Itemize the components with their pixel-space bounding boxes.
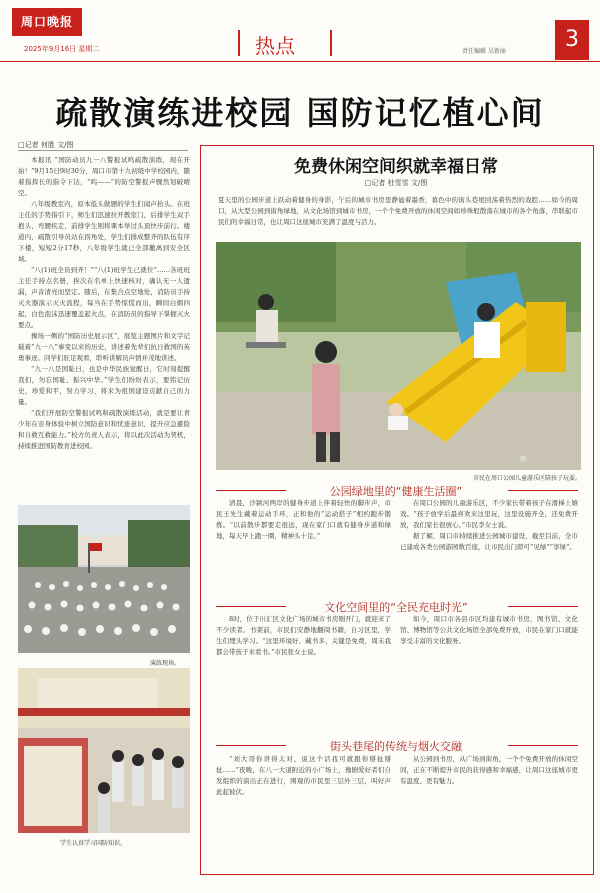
section-divider-left xyxy=(238,30,240,56)
issue-date: 2025年9月16日 星期二 xyxy=(24,45,100,53)
playground-photo xyxy=(216,242,581,470)
section1-paragraph: 清晨，沙颍河两岸的健身步道上伴着轻快的脚步声，市民王先生戴着运动手环，正和他的“运动搭子”相约跑步锻炼。“以前散步都要走很远，现在家门口就有健身步道和绿地，每天早上跑一圈，精神头十足。” xyxy=(216,499,391,540)
section1-body-left xyxy=(216,498,391,594)
left-article-body xyxy=(18,155,190,500)
right-article-lead: 夏天里的公园步道上跃动着健身的身影，午后的城市书房里静谧着墨香，暮色中的街头巷尾回荡着热烈的戏腔……如今的周口，从大型公园到街角绿地，从文化场馆到城市书房，一个个免费开放的休闲空间如珍珠般散落在城市的各个角落，串联起市民们的幸福日常，也让周口这座城市充满了温度与活力。 xyxy=(218,196,578,226)
left-paragraph: 本报讯 “国防动员九一八警报试鸣疏散演练，现在开始！”9月15日9时30分，周口市第十九初级中学校园内，随着指挥长的指令下达，“呜——”的防空警报声骤然划破晴空。 xyxy=(18,156,190,197)
section1-body-right xyxy=(400,498,578,594)
section2-paragraph: 如今，周口市各县市区均建有城市书房，图书馆、文化馆、博物馆等公共文化场馆全部免费开放，市民在家门口就能享受丰富的文化服务。 xyxy=(400,615,578,645)
section2-rule-right xyxy=(508,606,578,607)
left-paragraph: “九一八是国耻日，也是中华民族觉醒日，它时刻提醒我们，勿忘国耻、振兴中华。”学生们纷纷表示，要铭记历史，珍爱和平，努力学习，将来为祖国建设贡献自己的力量。 xyxy=(18,365,190,406)
left-paragraph: 八年级教室内，原本低头做题的学生们闻声抬头。在班主任的手势指引下，师生们迅速拉开教室门，后排学生双手抱头、弯腰疾走，前排学生则将课本举过头顶快步前行。楼道内，疏散引导员站在拐角处，学生们排成整齐的队伍有序下楼，短短2分17秒，八年级学生就已全部撤离到安全区域。 xyxy=(18,200,190,263)
left-paragraph: “我们开展防空警报试鸣和疏散演练活动，就是要让青少年在亲身体验中树立国防意识和忧患意识，提升应急避险和自救互救能力。”校方负责人表示，将以此次活动为契机，持续推进国防教育进校园。 xyxy=(18,409,190,450)
section3-heading: 街头巷尾的传统与烟火交融 xyxy=(330,740,462,753)
exhibit-photo-image xyxy=(18,668,190,833)
playground-photo-image xyxy=(216,242,581,470)
section1-heading: 公园绿地里的“健康生活圈” xyxy=(329,485,463,498)
left-byline: □记者 何胜 文/图 xyxy=(18,141,74,149)
left-byline-rule xyxy=(18,150,188,151)
left-paragraph: “八(1)班全员到齐！”“八(1)班学生已就位”……各班班主任手持点名册，挨次在名单上快速核对，确认无一人遗漏，声音清亮而坚定。随后，在集合点空地处，消防员手持灭火器演示灭火流程，每当在手势惊慌而出，瞬间白烟四起，白色泡沫迅速覆盖起火点，在消防员的指导下掌握灭火要点。 xyxy=(18,266,190,329)
editor-credit: 责任编辑 吴新丽 xyxy=(462,48,506,55)
drill-photo-image xyxy=(18,505,190,653)
section-name: 热点 xyxy=(255,34,295,58)
drill-photo-caption: 演练现场。 xyxy=(150,660,181,667)
section3-body-right xyxy=(400,754,578,866)
section2-body-left xyxy=(216,614,391,732)
section2-heading: 文化空间里的“全民充电时光” xyxy=(324,601,468,614)
section2-paragraph: 8时，位于川汇区文化广场的城市书房刚开门，就迎来了不少读者。书架前，市民们安静地翻阅书籍，自习区里，学生们埋头学习。“这里环境好、藏书多，关键是免费，周末我都会带孩子来看书。”市民张女士说。 xyxy=(216,615,391,656)
playground-photo-label: 图 xyxy=(520,456,527,463)
section-divider-right xyxy=(330,30,332,56)
section1-paragraph: 据了解，周口市持续推进公园城市建设，截至目前，全市已建成各类公园游园数百座，让市民出门即可“见绿”“享绿”。 xyxy=(400,532,578,551)
playground-photo-caption: 市民在周口公园儿童游乐区陪孩子玩耍。 xyxy=(472,475,581,482)
right-article-title: 免费休闲空间织就幸福日常 xyxy=(294,157,498,177)
section3-paragraph: 从公园到书房，从广场到街角，一个个免费开放的休闲空间，正在不断提升市民的获得感和幸福感，让周口这座城市更有温度、更有魅力。 xyxy=(400,755,578,785)
section3-body-left xyxy=(216,754,391,866)
section3-rule-right xyxy=(508,745,578,746)
left-paragraph: 操场一侧的“国防历史展示区”，展览主题图片和文字记载着“九一八”事变以来的历史，讲述着先辈们抗日救国的英勇事迹。同学们驻足观看，聆听讲解员声情并茂地讲述。 xyxy=(18,332,190,362)
section3-paragraph: “刘大哥你讲得太对，说这个话我可就跟你掰扯掰扯……”夜晚，在八一大道附近的小广场上，豫剧爱好者们自发组织的演出正在进行，围观的市民里三层外三层，叫好声此起彼伏。 xyxy=(216,755,391,796)
section2-body-right xyxy=(400,614,578,732)
exhibit-photo-caption: 学生认真学习国防知识。 xyxy=(60,840,127,847)
section1-paragraph: 在周口公园的儿童游乐区，不少家长带着孩子在滑梯上嬉戏。“孩子放学后最喜欢来这里玩，这里设施齐全，还免费开放，我们家长很放心。”市民李女士说。 xyxy=(400,499,578,529)
drill-photo xyxy=(18,505,190,653)
exhibit-photo xyxy=(18,668,190,833)
section1-rule-right xyxy=(508,490,578,491)
main-headline: 疏散演练进校园 国防记忆植心间 xyxy=(55,94,545,132)
right-byline: □记者 杜雪雪 文/图 xyxy=(364,179,428,187)
newspaper-logo: 周口晚报 xyxy=(12,8,82,36)
page-number: 3 xyxy=(555,20,589,60)
masthead-rule xyxy=(0,61,600,62)
